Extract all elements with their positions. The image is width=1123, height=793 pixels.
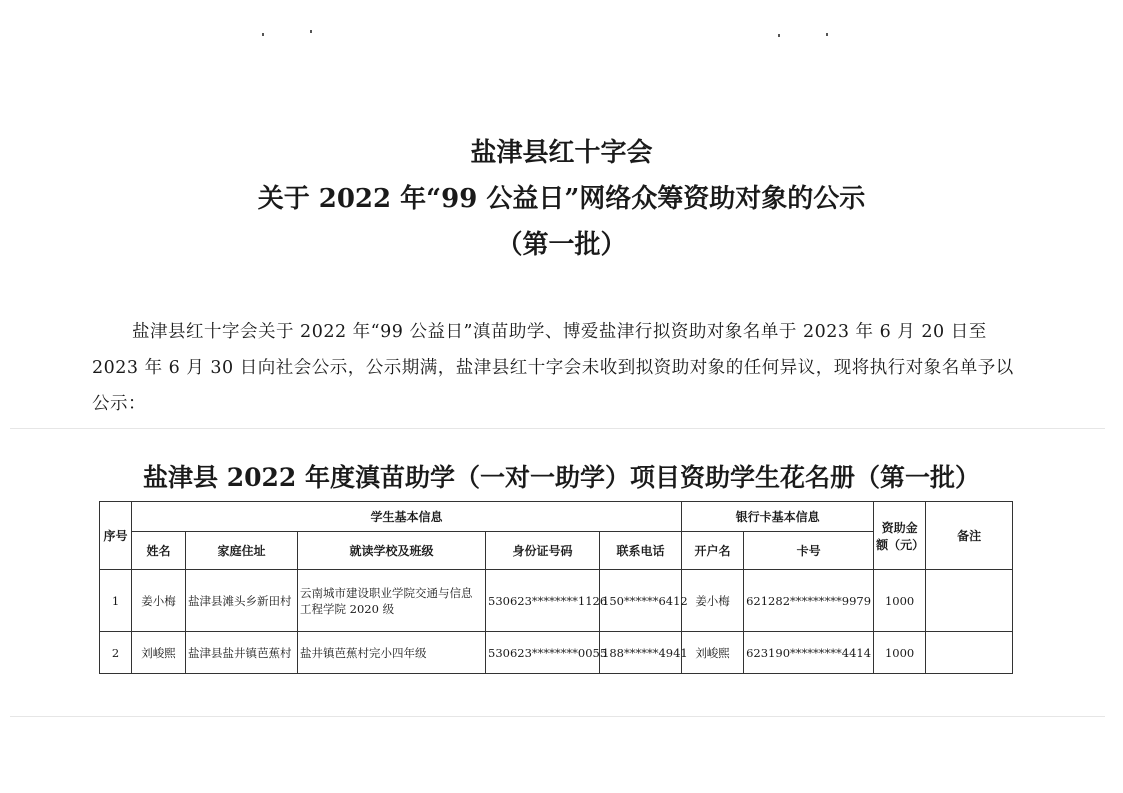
document-title-subject: 关于 2022 年“99 公益日”网络众筹资助对象的公示: [257, 184, 866, 214]
address-header: 家庭住址: [186, 532, 298, 570]
notice-text: 盐津县红十字会关于 2022 年“99 公益日”滇苗助学、博爱盐津行拟资助对象名单于 2023 年 6 月 20 日至 2023 年 6 月 30 日向社会公示，公示期满，盐津县红十字会未收到拟资助对象的任何异议，现将执行对象名单予以公示：: [92, 322, 1014, 414]
student-roster-table: [99, 501, 1013, 674]
school-cell: 盐井镇芭蕉村完小四年级: [298, 632, 486, 674]
document-title-batch: （第一批）: [496, 230, 627, 260]
seq-header: 序号: [100, 502, 132, 570]
remark-cell: [926, 632, 1013, 674]
name-header: 姓名: [132, 532, 186, 570]
name-cell: 姜小梅: [132, 570, 186, 632]
remark-header: 备注: [926, 502, 1013, 570]
scan-line: [10, 428, 1105, 429]
bank-info-header: 银行卡基本信息: [682, 502, 874, 532]
remark-cell: [926, 570, 1013, 632]
address-cell: 盐津县滩头乡新田村: [186, 570, 298, 632]
account-holder-cell: 姜小梅: [682, 570, 744, 632]
scan-speck: [826, 33, 828, 36]
scan-speck: [310, 30, 312, 33]
student-info-header: 学生基本信息: [132, 502, 682, 532]
table-row: [100, 570, 1013, 632]
card-number-cell: 621282*********9979: [744, 570, 874, 632]
card-number-header: 卡号: [744, 532, 874, 570]
table-row: [100, 632, 1013, 674]
address-cell: 盐津县盐井镇芭蕉村: [186, 632, 298, 674]
phone-cell: 188******4941: [600, 632, 682, 674]
account-holder-cell: 刘峻熙: [682, 632, 744, 674]
name-cell: 刘峻熙: [132, 632, 186, 674]
id-number-cell: 530623********1126: [486, 570, 600, 632]
document-title-org: 盐津县红十字会: [470, 138, 653, 168]
card-number-cell: 623190*********4414: [744, 632, 874, 674]
scan-speck: [778, 34, 780, 37]
scan-speck: [262, 33, 264, 36]
scan-line: [10, 716, 1105, 717]
phone-cell: 150******6412: [600, 570, 682, 632]
amount-header: 资助金额（元）: [874, 502, 926, 570]
table-title: 盐津县 2022 年度滇苗助学（一对一助学）项目资助学生花名册（第一批）: [143, 463, 980, 492]
table-group-header-row: [100, 502, 1013, 532]
account-holder-header: 开户名: [682, 532, 744, 570]
amount-cell: 1000: [874, 570, 926, 632]
school-cell: 云南城市建设职业学院交通与信息工程学院 2020 级: [298, 570, 486, 632]
id-number-cell: 530623********0055: [486, 632, 600, 674]
amount-cell: 1000: [874, 632, 926, 674]
notice-paragraph: [92, 314, 1022, 422]
phone-header: 联系电话: [600, 532, 682, 570]
seq-cell: 1: [100, 570, 132, 632]
id-number-header: 身份证号码: [486, 532, 600, 570]
seq-cell: 2: [100, 632, 132, 674]
school-header: 就读学校及班级: [298, 532, 486, 570]
